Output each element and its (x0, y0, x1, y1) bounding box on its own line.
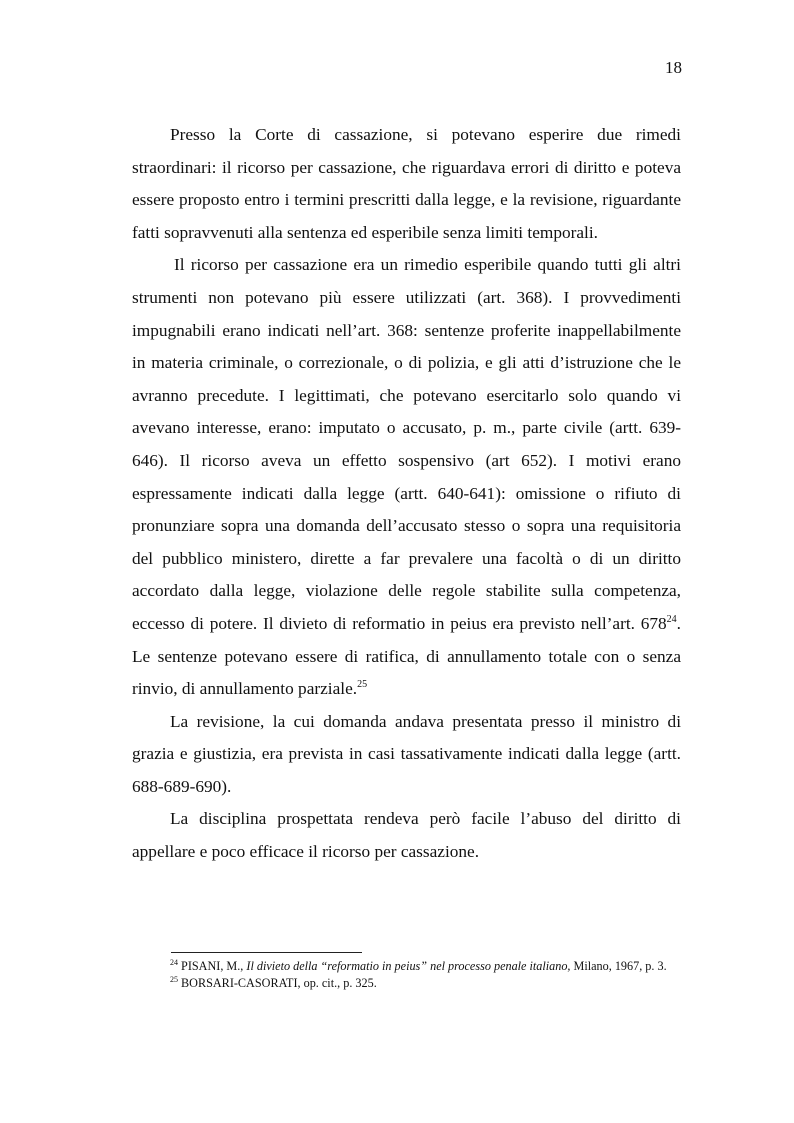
footnote-author: BORSARI-CASORATI, op. cit., p. 325. (178, 975, 377, 990)
paragraph-1: Presso la Corte di cassazione, si potevano esperire due rimedi straordinari: il ricorso per cassazione, che riguardava errori di diritto e poteva essere proposto entro i termini prescritti dalla legge, e la revisione, riguardante fatti sopravvenuti alla sentenza ed esperibile senza limiti temporali. (132, 125, 681, 242)
paragraph-2-text: Il ricorso per cassazione era un rimedio esperibile quando tutti gli altri strumenti non potevano più essere utilizzati (art. 368). I provvedimenti impugnabili erano indicati nell’art. 368: sentenze proferite inappellabilmente in materia criminale, o correzionale, o di polizia, e gli atti d’istruzione che le avranno precedute. I legittimati, che potevano esercitarlo solo quando vi avevano interesse, erano: imputato o accusato, p. m., parte civile (artt. 639- 646). Il ricorso aveva un effetto sospensivo (art 652). I motivi erano espressamente indicati dalla legge (artt. 640-641): omissione o rifiuto di pronunziare sopra una domanda dell’accusato stesso o sopra una requisitoria del pubblico ministero, dirette a far prevalere una facoltà o di un diritto accordato dalla legge, violazione delle regole stabilite sulla competenza, eccesso di potere. Il divieto di reformatio in peius era previsto nell’art. 678 (132, 255, 681, 633)
footnote-25 (132, 975, 681, 992)
footnote-title: Il divieto della “reformatio in peius” nel processo penale italiano, (246, 959, 571, 973)
footnotes (132, 958, 681, 991)
footnote-rest: Milano, 1967, p. 3. (570, 959, 667, 973)
footnote-ref-25: 25 (357, 679, 368, 691)
paragraph-2-text-cont: . Le sentenze potevano essere di ratifica, di annullamento totale con o senza rinvio, di annullamento parziale. (132, 613, 681, 699)
body-text (132, 119, 681, 869)
footnote-ref-24: 24 (666, 614, 677, 626)
footnote-author: PISANI, M., (178, 959, 247, 973)
footnote-24 (132, 958, 681, 975)
paragraph-2 (132, 249, 681, 705)
footnote-number: 25 (170, 974, 178, 984)
paragraph-4: La disciplina prospettata rendeva però facile l’abuso del diritto di appellare e poco efficace il ricorso per cassazione. (132, 809, 681, 862)
paragraph-3: La revisione, la cui domanda andava presentata presso il ministro di grazia e giustizia, era prevista in casi tassativamente indicati dalla legge (artt. 688-689-690). (132, 711, 681, 796)
footnote-number: 24 (170, 957, 178, 967)
footnote-separator (171, 952, 362, 953)
page-number: 18 (665, 58, 682, 77)
